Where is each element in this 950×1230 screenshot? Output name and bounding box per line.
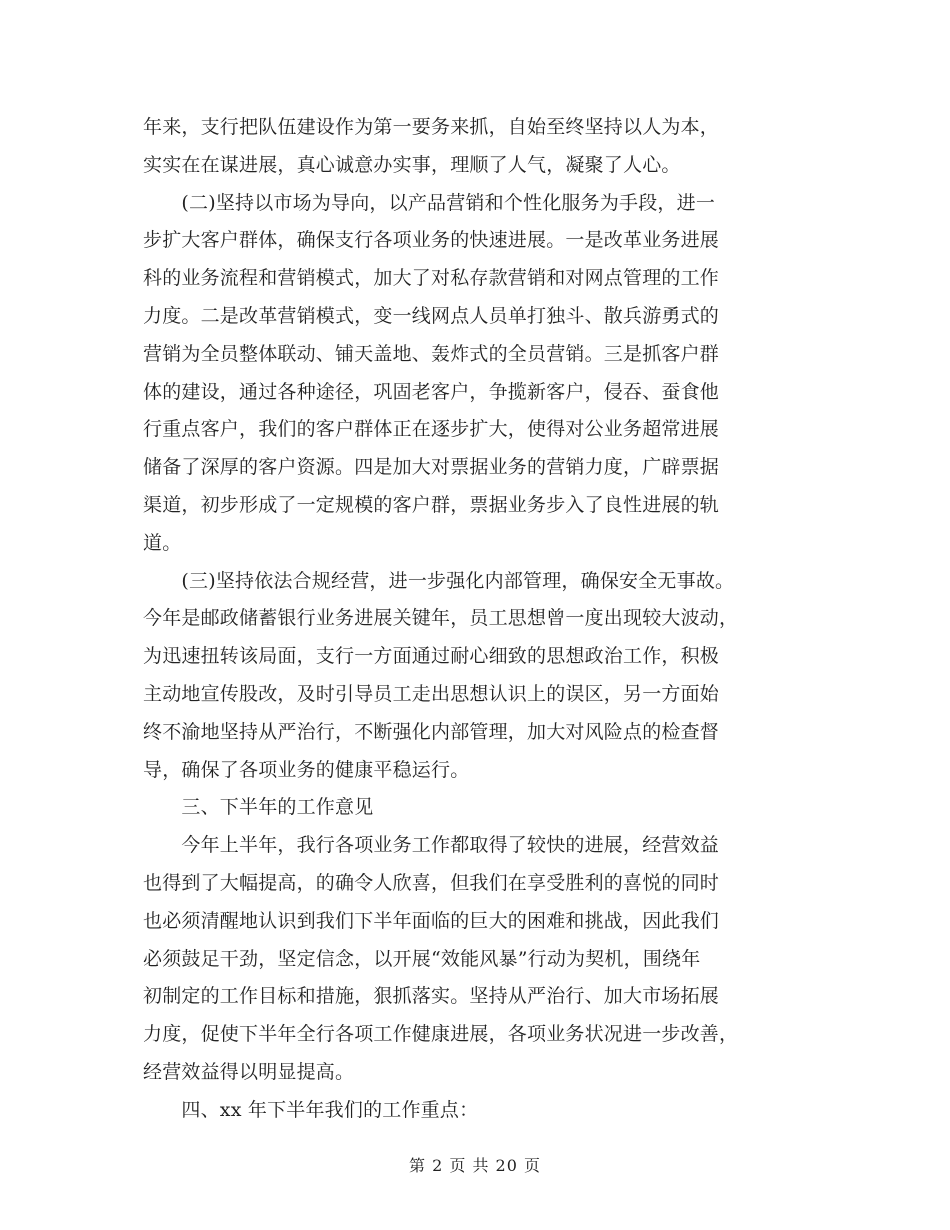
text-line: 力度。二是改革营销模式，变一线网点人员单打独斗、散兵游勇式的	[143, 304, 720, 327]
text-line: 必须鼓足干劲，坚定信念，以开展“效能风暴”行动为契机，围绕年	[143, 947, 701, 970]
text-line: 初制定的工作目标和措施，狠抓落实。坚持从严治行、加大市场拓展	[143, 985, 720, 1008]
text-line: (二)坚持以市场为导向，以产品营销和个性化服务为手段，进一	[143, 191, 716, 214]
text-line: 三、下半年的工作意见	[143, 796, 374, 819]
text-line: 年来，支行把队伍建设作为第一要务来抓，自始至终坚持以人为本，	[143, 116, 720, 138]
text-line: 今年上半年，我行各项业务工作都取得了较快的进展，经营效益	[143, 834, 720, 857]
text-line: 道。	[143, 531, 182, 554]
text-line: 实实在在谋进展，真心诚意办实事，理顺了人气，凝聚了人心。	[143, 153, 681, 176]
page-footer: 第 2 页 共 20 页	[409, 1156, 541, 1175]
document-body	[143, 109, 808, 1130]
text-line: 导，确保了各项业务的健康平稳运行。	[143, 758, 470, 781]
text-line: 终不渝地坚持从严治行，不断强化内部管理，加大对风险点的检查督	[143, 720, 720, 743]
text-line: 科的业务流程和营销模式，加大了对私存款营销和对网点管理的工作	[143, 267, 720, 290]
text-line: 储备了深厚的客户资源。四是加大对票据业务的营销力度，广辟票据	[143, 456, 720, 479]
text-line: (三)坚持依法合规经营，进一步强化内部管理，确保安全无事故。	[143, 569, 735, 592]
text-line: 力度，促使下半年全行各项工作健康进展，各项业务状况进一步改善，	[143, 1023, 739, 1046]
text-line: 行重点客户，我们的客户群体正在逐步扩大，使得对公业务超常进展	[143, 418, 720, 441]
text-line: 今年是邮政储蓄银行业务进展关键年，员工思想曾一度出现较大波动，	[143, 607, 739, 630]
text-line: 为迅速扭转该局面，支行一方面通过耐心细致的思想政治工作，积极	[143, 645, 720, 668]
text-line: 四、xx 年下半年我们的工作重点：	[143, 1098, 479, 1121]
text-line: 体的建设，通过各种途径，巩固老客户，争揽新客户，侵吞、蚕食他	[143, 380, 720, 403]
text-line: 步扩大客户群体，确保支行各项业务的快速进展。一是改革业务进展	[143, 229, 720, 252]
text-line: 主动地宣传股改，及时引导员工走出思想认识上的误区，另一方面始	[143, 682, 720, 705]
text-line: 经营效益得以明显提高。	[143, 1060, 355, 1083]
text-line: 渠道，初步形成了一定规模的客户群，票据业务步入了良性进展的轨	[143, 493, 720, 516]
text-line: 也得到了大幅提高，的确令人欣喜，但我们在享受胜利的喜悦的同时	[143, 871, 720, 894]
text-line: 也必须清醒地认识到我们下半年面临的巨大的困难和挑战，因此我们	[143, 909, 720, 932]
text-line: 营销为全员整体联动、铺天盖地、轰炸式的全员营销。三是抓客户群	[143, 342, 720, 365]
